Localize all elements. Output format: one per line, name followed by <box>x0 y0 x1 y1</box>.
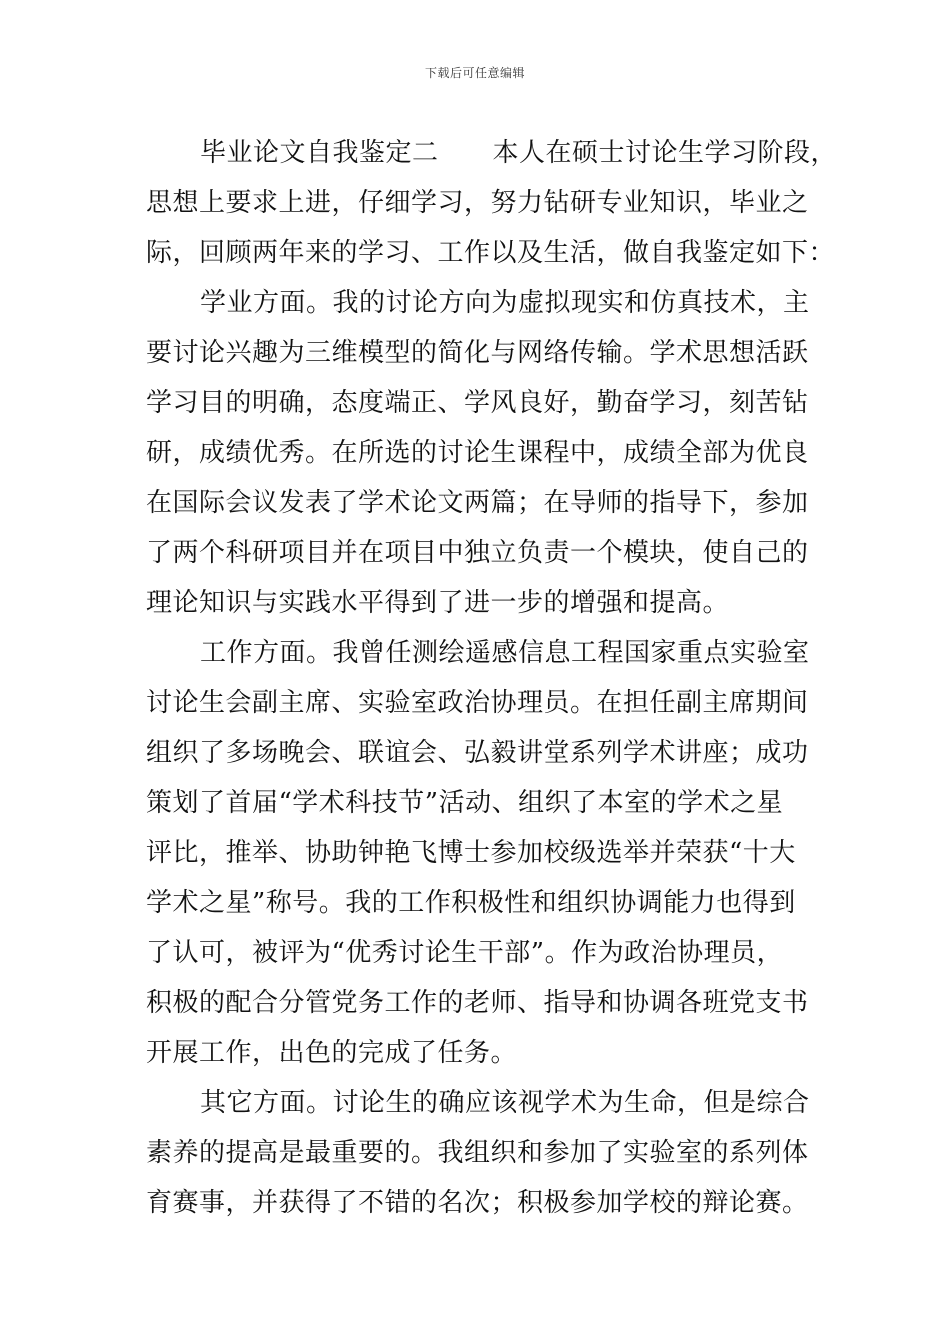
document-body <box>146 128 838 1228</box>
paragraph-line: 组织了多场晚会、联谊会、弘毅讲堂系列学术讲座；成功 <box>146 738 809 768</box>
paragraph-line: 策划了首届“学术科技节”活动、组织了本室的学术之星 <box>146 788 784 818</box>
paragraph-line: 研，成绩优秀。在所选的讨论生课程中，成绩全部为优良 <box>146 438 809 468</box>
paragraph-line: 开展工作，出色的完成了任务。 <box>146 1038 518 1068</box>
paragraph-line: 其它方面。讨论生的确应该视学术为生命，但是综合 <box>200 1088 810 1118</box>
paragraph-line: 要讨论兴趣为三维模型的简化与网络传输。学术思想活跃 <box>146 338 809 368</box>
paragraph-line: 了认可，被评为“优秀讨论生干部”。作为政治协理员， <box>146 938 784 968</box>
paragraph-line: 理论知识与实践水平得到了进一步的增强和提高。 <box>146 588 730 618</box>
paragraph-line: 了两个科研项目并在项目中独立负责一个模块，使自己的 <box>146 538 809 568</box>
paragraph-line: 学业方面。我的讨论方向为虚拟现实和仿真技术，主 <box>200 288 810 318</box>
paragraph-line: 育赛事，并获得了不错的名次；积极参加学校的辩论赛。 <box>146 1188 809 1218</box>
paragraph-line: 在国际会议发表了学术论文两篇；在导师的指导下，参加 <box>146 488 809 518</box>
paragraph-line: 讨论生会副主席、实验室政治协理员。在担任副主席期间 <box>146 688 809 718</box>
document-title: 毕业论文自我鉴定二 <box>200 138 439 168</box>
paragraph-text: 本人在硕士讨论生学习阶段， <box>492 138 838 168</box>
paragraph-line: 际，回顾两年来的学习、工作以及生活，做自我鉴定如下： <box>146 238 836 268</box>
paragraph-line: 学习目的明确，态度端正、学风良好，勤奋学习，刻苦钻 <box>146 388 809 418</box>
paragraph-line: 积极的配合分管党务工作的老师、指导和协调各班党支书 <box>146 988 809 1018</box>
paragraph-line <box>146 128 838 178</box>
paragraph-line: 素养的提高是最重要的。我组织和参加了实验室的系列体 <box>146 1138 809 1168</box>
paragraph-line: 学术之星”称号。我的工作积极性和组织协调能力也得到 <box>146 888 796 918</box>
page-header: 下载后可任意编辑 <box>424 66 525 80</box>
paragraph-line: 工作方面。我曾任测绘遥感信息工程国家重点实验室 <box>200 638 810 668</box>
paragraph-line: 思想上要求上进，仔细学习，努力钻研专业知识，毕业之 <box>146 188 809 218</box>
paragraph-line: 评比，推举、协助钟艳飞博士参加校级选举并荣获“十大 <box>146 838 796 868</box>
